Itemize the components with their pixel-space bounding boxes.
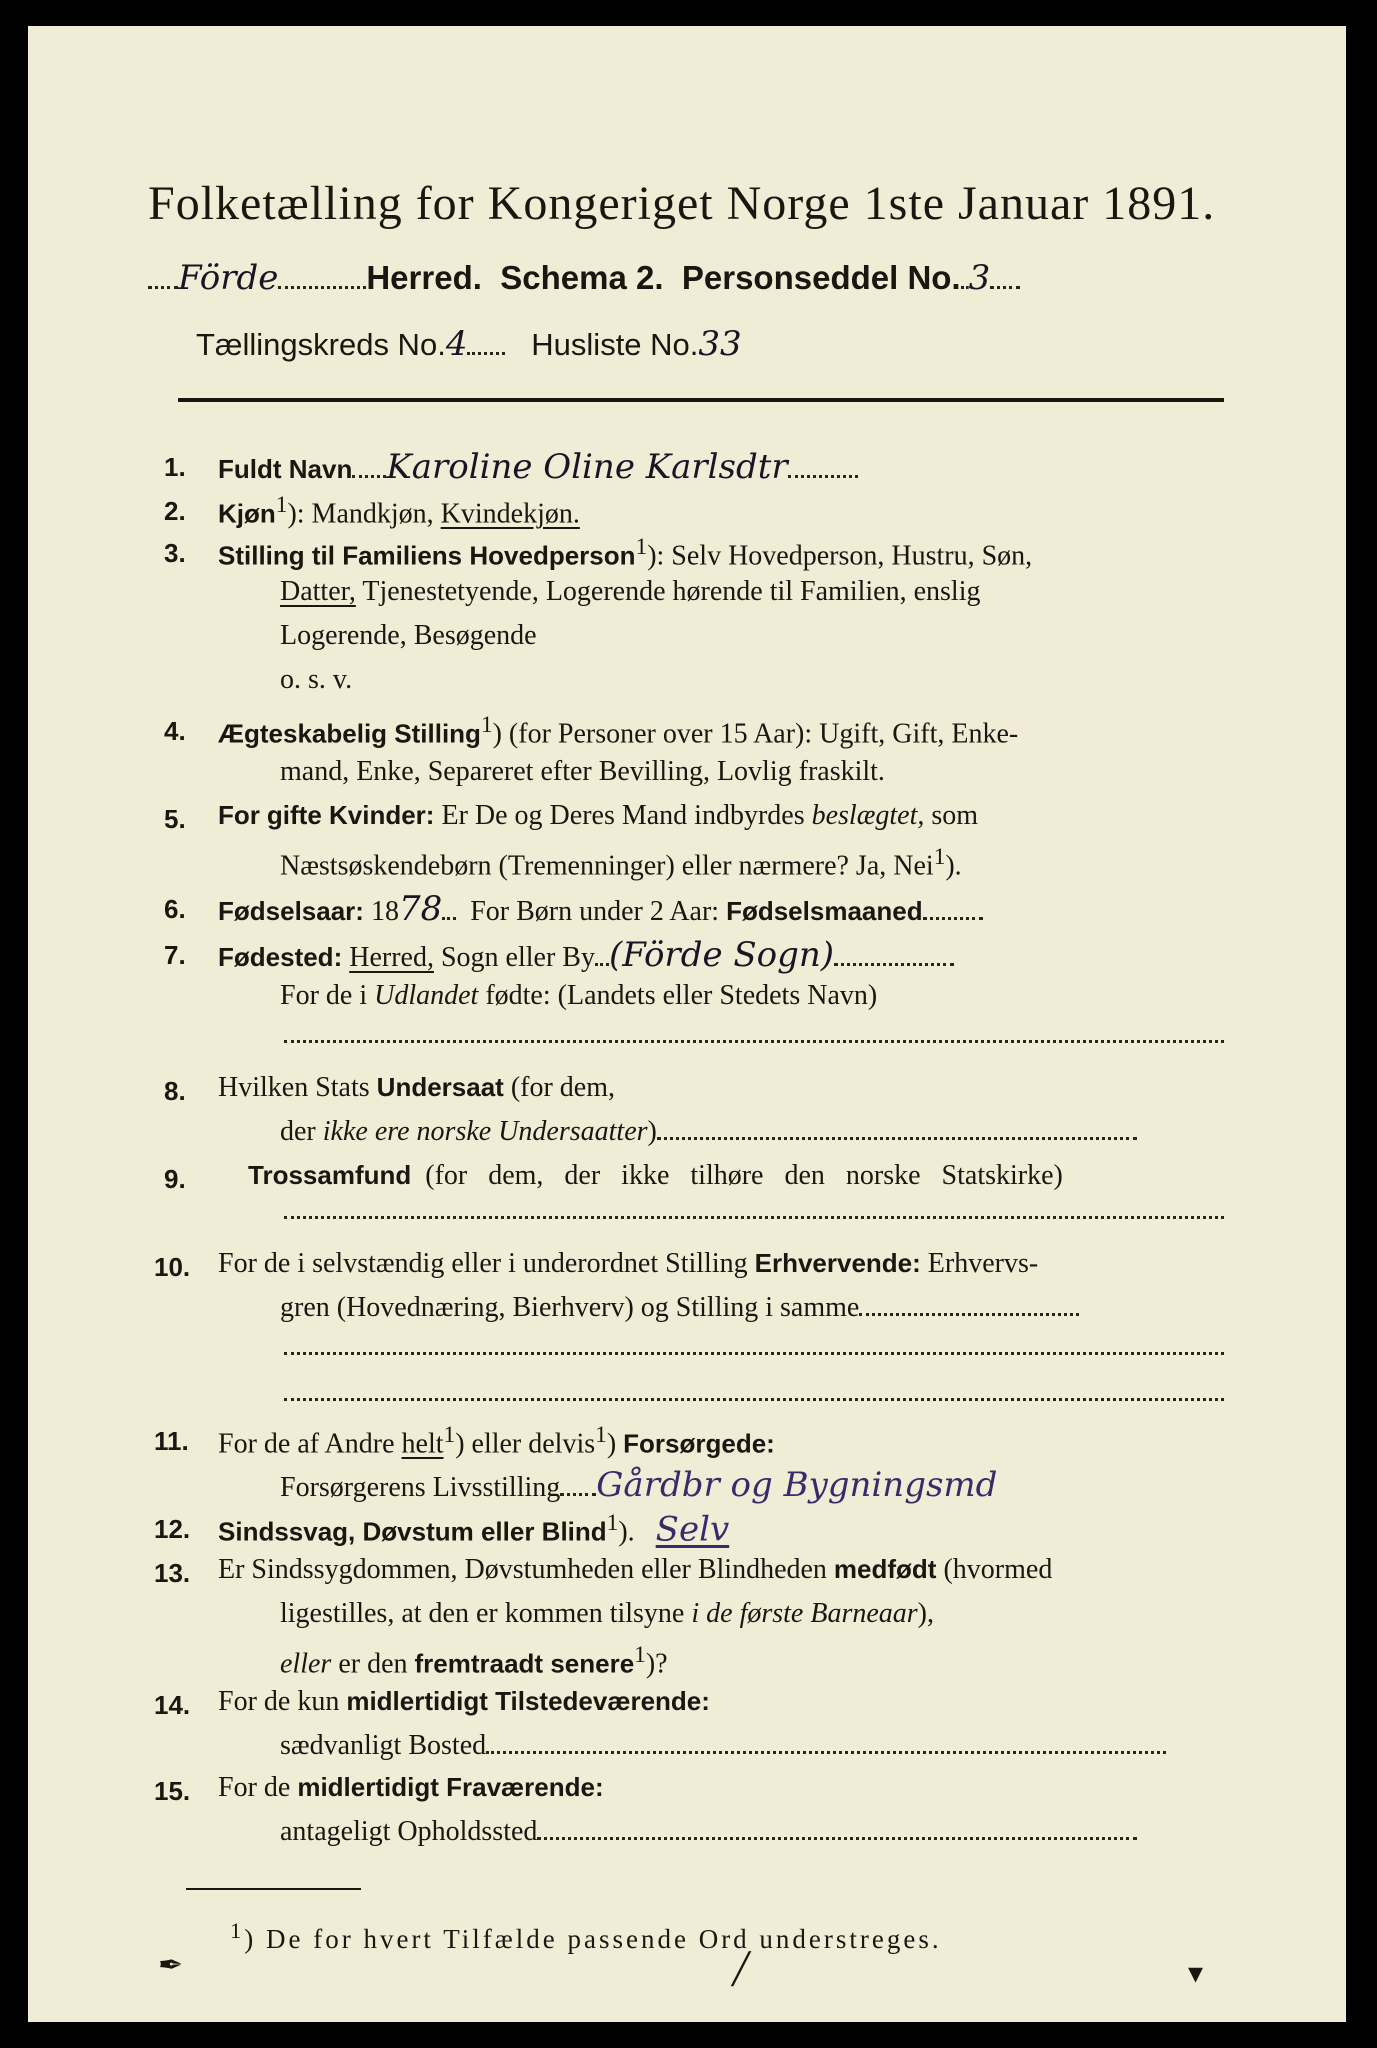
q13-text-f: )? (645, 1648, 668, 1680)
q5-label-a: For (218, 800, 260, 830)
q5-text-c: Næstsøskendebørn (Tremenninger) eller nærmere? Ja, Nei (280, 850, 934, 882)
q11-number: 11. (154, 1426, 189, 1456)
q3-text-a: ): Selv Hovedperson, Hustru, Søn, (647, 540, 1033, 572)
q5-line-2 (280, 846, 962, 880)
q4-label: Ægteskabelig Stilling (218, 718, 481, 749)
q3-line-2 (280, 578, 980, 606)
q1-line (218, 447, 858, 487)
q3-line-1 (218, 536, 1032, 570)
personseddel-label: Personseddel No. (681, 259, 961, 296)
q7-label: Fødested: (218, 942, 343, 972)
q14-label: midlertidigt Tilstedeværende: (346, 1686, 710, 1716)
q5-italic: beslægtet, (811, 800, 925, 831)
q7-italic: Udlandet (374, 980, 479, 1011)
q10-blank-line-1 (284, 1352, 1224, 1355)
q13-sup: 1 (634, 1642, 646, 1668)
q10-number: 10. (154, 1252, 191, 1282)
q6-prefix: 18 (370, 896, 399, 927)
husliste-label: Husliste No. (531, 327, 699, 362)
q8-number: 8. (164, 1076, 186, 1106)
q13-text-a: Er Sindssygdommen, Døvstumheden eller Blindheden (218, 1554, 827, 1585)
q12-sup: 1 (606, 1510, 619, 1536)
q11-sup2: 1 (595, 1422, 607, 1448)
q12-label: Sindssvag, Døvstum eller Blind (218, 1516, 607, 1547)
taellingskreds-value: 4 (445, 324, 468, 364)
q6-line (218, 889, 983, 929)
q15-number: 15. (154, 1776, 191, 1806)
q7-text-b: For de i (280, 980, 368, 1011)
q6-label-b: Fødselsmaaned (726, 896, 923, 926)
q11-label: Forsørgede: (623, 1428, 775, 1459)
header-divider (178, 398, 1224, 402)
q13-text-c: ligestilles, at den er kommen tilsyne (280, 1598, 685, 1629)
footnote-text: ) De for hvert Tilfælde passende Ord understreges. (244, 1924, 942, 1954)
q15-line-2 (280, 1818, 1137, 1846)
q7-answer: (Förde Sogn) (608, 935, 835, 975)
q6-answer: 78 (398, 889, 443, 929)
q4-line-2: mand, Enke, Separeret efter Bevilling, Lovlig fraskilt. (280, 756, 885, 787)
q8-line-2 (280, 1118, 1137, 1146)
q3-number: 3. (164, 538, 186, 568)
q7-line-2 (280, 982, 877, 1010)
q3-sup: 1 (635, 534, 648, 560)
q1-number: 1. (164, 452, 186, 482)
q14-number: 14. (154, 1690, 191, 1720)
q8-text-b: (for dem, (510, 1072, 616, 1103)
q14-text-b: sædvanligt Bosted (280, 1730, 487, 1761)
q11-sup: 1 (443, 1422, 456, 1448)
q5-label-b: gifte Kvinder: (266, 800, 435, 830)
q15-text-a: For de (218, 1772, 291, 1803)
q7-line-1 (218, 935, 954, 975)
q9-text: (for dem, der ikke tilhøre den norske Statskirke) (425, 1160, 1063, 1191)
q13-text-b: (hvormed (943, 1554, 1053, 1585)
header-line-kreds (196, 324, 742, 364)
q8-text-c: der (280, 1116, 316, 1147)
q4-line-1 (218, 714, 1018, 748)
q7-selected: Herred, (349, 942, 434, 973)
ink-mark-right: ▾ (1188, 1957, 1204, 1990)
ink-mark-center: ╱ (732, 1953, 751, 1986)
q9-number: 9. (164, 1164, 186, 1194)
q15-label: midlertidigt Fraværende: (297, 1772, 604, 1802)
q1-label: Fuldt Navn (218, 454, 353, 484)
q9-blank-line (284, 1216, 1224, 1219)
q5-text-a: Er De og Deres Mand indbyrdes (441, 800, 805, 831)
q14-line-1 (218, 1688, 710, 1716)
q11-line-2 (280, 1465, 998, 1505)
q11-answer: Gårdbr og Bygningsmd (596, 1465, 998, 1505)
q5-line-1 (218, 802, 978, 830)
q14-line-2 (280, 1732, 1166, 1760)
form-title: Folketælling for Kongeriget Norge 1ste Januar 1891. (148, 177, 1216, 230)
q10-text-b: Erhvervs- (927, 1248, 1039, 1279)
q11-selected: helt (401, 1428, 444, 1460)
census-form-page (28, 26, 1346, 2022)
q3-line-3: Logerende, Besøgende (280, 620, 537, 651)
q4-sup: 1 (480, 712, 493, 738)
ink-mark-left: ✒ (158, 1949, 184, 1982)
q12-number: 12. (154, 1514, 191, 1544)
q6-label: Fødselsaar: (218, 896, 364, 926)
q7-text-c: fødte: (Landets eller Stedets Navn) (485, 980, 878, 1011)
q11-text-b: ) eller delvis (455, 1428, 596, 1460)
q11-text-a: For de af Andre (218, 1428, 395, 1460)
q5-sup: 1 (933, 844, 946, 870)
q1-answer: Karoline Oline Karlsdtr (386, 447, 788, 487)
q10-blank-line-2 (284, 1398, 1224, 1401)
q13-italic: i de første Barneaar (691, 1598, 918, 1629)
q8-text-d: ) (647, 1116, 657, 1147)
q6-text: For Børn under 2 Aar: (470, 896, 720, 927)
herred-value: Förde (178, 258, 279, 298)
footnote-sup: 1 (230, 1918, 245, 1943)
q2-number: 2. (164, 496, 186, 526)
q11-text-d: Forsørgerens Livsstilling (280, 1472, 561, 1503)
q3-text-b: Tjenestetyende, Logerende hørende til Familien, enslig (362, 576, 981, 607)
q11-line-1 (218, 1424, 775, 1458)
taellingskreds-label: Tællingskreds No. (196, 327, 446, 362)
q3-selected: Datter, (280, 576, 356, 607)
q8-line-1 (218, 1074, 615, 1102)
q13-line-1 (218, 1556, 1052, 1584)
q3-label: Stilling til Familiens Hovedperson (218, 540, 636, 571)
footnote-rule (186, 1888, 361, 1890)
q10-label: Erhvervende: (754, 1248, 921, 1278)
header-line-herred (148, 258, 1020, 298)
q7-text: Sogn eller By (440, 942, 595, 973)
q5-number: 5. (164, 804, 186, 834)
q2-label: Kjøn (218, 498, 276, 529)
q15-line-1 (218, 1774, 604, 1802)
q2-selected: Kvindekjøn. (440, 498, 580, 530)
q15-text-b: antageligt Opholdssted (280, 1816, 538, 1847)
q10-line-1 (218, 1250, 1038, 1278)
q13-line-3 (280, 1644, 668, 1678)
personseddel-value: 3 (968, 258, 991, 298)
husliste-value: 33 (698, 324, 742, 364)
q3-line-4: o. s. v. (280, 664, 353, 695)
q12-answer: Selv (655, 1509, 730, 1550)
q2-sup: 1 (275, 492, 288, 518)
footnote (230, 1918, 942, 1955)
q12-text: ). (618, 1516, 635, 1548)
q13-text-e: er den (338, 1648, 408, 1680)
q9-label: Trossamfund (248, 1160, 412, 1190)
q13-line-2 (280, 1600, 934, 1628)
q6-number: 6. (164, 894, 186, 924)
q13-label: medfødt (833, 1554, 937, 1584)
q8-text-a: Hvilken Stats (218, 1072, 370, 1103)
schema-label: Schema 2. (500, 259, 664, 296)
q4-number: 4. (164, 716, 186, 746)
q7-blank-line (284, 1040, 1224, 1043)
q13-italic-b: eller (280, 1648, 332, 1680)
q4-text-a: ) (for Personer over 15 Aar): Ugift, Gift, Enke- (492, 718, 1019, 750)
q8-italic: ikke ere norske Undersaatter (322, 1116, 648, 1147)
q11-text-c: ) (606, 1428, 617, 1460)
q8-label: Undersaat (376, 1072, 504, 1102)
q2-line (218, 494, 580, 528)
q7-number: 7. (164, 940, 186, 970)
q10-text-a: For de i selvstændig eller i underordnet Stilling (218, 1248, 748, 1279)
q2-text: ): Mandkjøn, (287, 498, 434, 530)
q12-line (218, 1509, 730, 1550)
q5-text-d: ). (945, 850, 962, 882)
q9-line (248, 1162, 1063, 1190)
q10-line-2 (280, 1294, 1079, 1322)
q13-label-b: fremtraadt senere (414, 1648, 635, 1679)
herred-label: Herred. (366, 259, 482, 296)
q13-number: 13. (154, 1558, 191, 1588)
q10-text-c: gren (Hovednæring, Bierhverv) og Stilling i samme (280, 1292, 860, 1323)
q14-text-a: For de kun (218, 1686, 340, 1717)
q5-text-b: som (931, 800, 979, 831)
q13-text-d: ), (917, 1598, 934, 1629)
